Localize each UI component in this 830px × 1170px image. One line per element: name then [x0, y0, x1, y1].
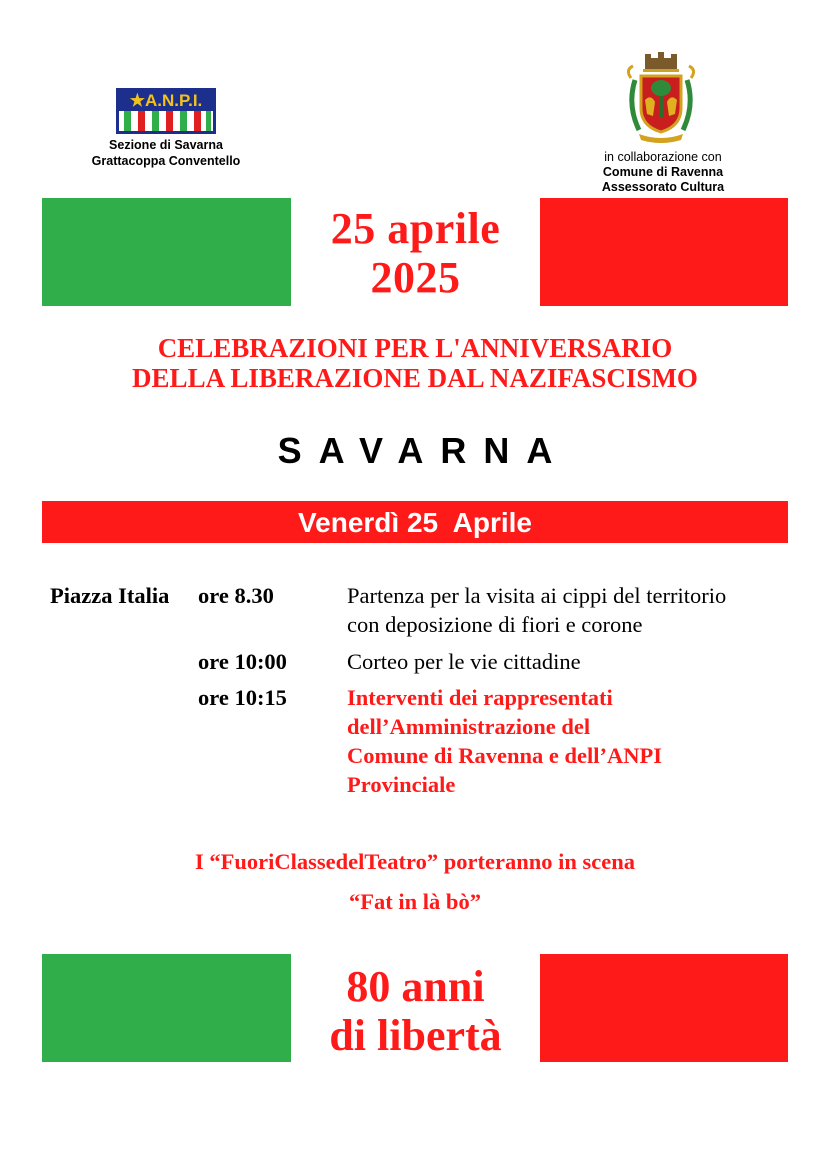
program-desc-3-line-3: Comune di Ravenna e dell’ANPI — [347, 743, 663, 768]
program-place: Piazza Italia — [50, 583, 170, 608]
event-date-line-1: 25 aprile — [330, 204, 501, 253]
program-time-3: ore 10:15 — [198, 685, 287, 710]
program-desc-3 — [347, 683, 787, 799]
program-desc-1-line-1: Partenza per la visita ai cippi del territorio — [347, 583, 727, 608]
ravenna-coat-of-arms-icon — [625, 50, 697, 144]
flag-green-block-bottom — [42, 954, 291, 1062]
program-desc-1-line-2: con deposizione di fiori e corone — [347, 612, 643, 637]
program-time-2: ore 10:00 — [198, 649, 287, 674]
anpi-section-line-1: Sezione di Savarna — [109, 138, 223, 152]
anpi-logo — [116, 88, 216, 134]
anpi-section-text — [60, 137, 272, 169]
comune-label: Comune di Ravenna — [602, 165, 724, 179]
flag-red-block-top — [540, 198, 788, 306]
day-banner: Venerdì 25 Aprile — [42, 501, 788, 543]
program-desc-3-line-1: Interventi dei rappresentati — [347, 685, 613, 710]
flag-red-block-bottom — [540, 954, 788, 1062]
celebration-heading — [40, 333, 790, 393]
town-name: SAVARNA — [277, 430, 570, 471]
program-desc-3-line-4: Provinciale — [347, 772, 456, 797]
collaboration-label: in collaborazione con — [604, 150, 722, 164]
closing-line-2: di libertà — [329, 1011, 502, 1060]
program-desc-2: Corteo per le vie cittadine — [347, 649, 581, 674]
celebration-line-1: CELEBRAZIONI PER L'ANNIVERSARIO — [157, 333, 673, 363]
event-date-line-2: 2025 — [370, 253, 461, 302]
theatre-announcement — [40, 842, 790, 922]
celebration-line-2: DELLA LIBERAZIONE DAL NAZIFASCISMO — [132, 363, 698, 393]
closing-line-1: 80 anni — [346, 962, 485, 1011]
program-time-1: ore 8.30 — [198, 583, 274, 608]
program-desc-1 — [347, 581, 787, 639]
anpi-section-line-2: Grattacoppa Conventello — [91, 154, 241, 168]
theatre-line-2: “Fat in là bò” — [349, 889, 481, 914]
theatre-line-1: I “FuoriClassedelTeatro” porteranno in scena — [194, 849, 635, 874]
event-date-title — [291, 204, 540, 302]
program-desc-3-line-2: dell’Amministrazione del — [347, 714, 591, 739]
closing-slogan — [291, 962, 540, 1060]
flag-green-block-top — [42, 198, 291, 306]
assessorato-label: Assessorato Cultura — [601, 180, 725, 194]
anpi-logo-text: ★A.N.P.I. — [129, 91, 203, 110]
ravenna-collaboration — [560, 150, 766, 195]
